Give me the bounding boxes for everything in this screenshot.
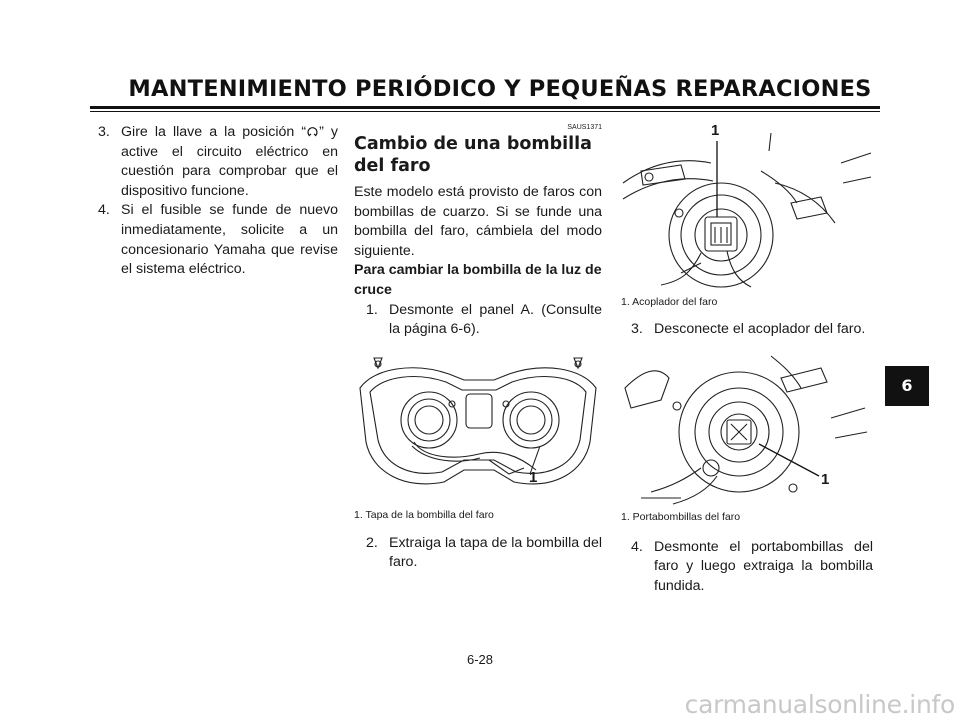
step-3-text: Desconecte el acoplador del faro. <box>654 321 866 337</box>
subsection-title: Para cambiar la bombilla de la luz de cruce <box>354 262 602 298</box>
step-3-text-b: ” y active el circuito eléctrico en cuestión para comprobar que el dispositivo funcione. <box>121 124 338 199</box>
headlight-assembly-illustration <box>354 350 602 500</box>
step-4 <box>98 201 338 279</box>
figure-caption: 1. Portabombillas del faro <box>621 510 741 523</box>
headlight-coupler-figure <box>621 123 873 291</box>
column-middle <box>354 123 602 573</box>
step-2 <box>366 534 602 573</box>
headlight-assembly-figure <box>354 350 602 500</box>
headlight-coupler-illustration <box>621 123 873 291</box>
header-rule <box>90 106 880 109</box>
chapter-tab: 6 <box>885 366 929 406</box>
parking-position-icon <box>306 124 319 136</box>
figure-callout-1: 1 <box>711 122 720 139</box>
step-3 <box>98 123 338 201</box>
column-left <box>98 123 338 280</box>
section-code: SAUS1371 <box>567 124 602 131</box>
step-4 <box>631 538 873 597</box>
step-number: 2. <box>366 534 378 551</box>
figure-callout-1: 1 <box>529 468 538 486</box>
header-rule-thin <box>90 111 880 112</box>
figure-callout-1: 1 <box>821 470 830 488</box>
intro-paragraph: Este modelo está provisto de faros con bombillas de cuarzo. Si se funde una bombilla del faro, cámbiela del modo siguiente. <box>354 184 602 259</box>
step-number: 3. <box>98 124 110 140</box>
step-3-text-a: Gire la llave a la posición “ <box>121 124 307 140</box>
column-right <box>621 123 873 596</box>
step-number: 4. <box>98 202 110 219</box>
step-number: 1. <box>366 301 378 318</box>
step-number: 4. <box>631 538 643 555</box>
step-1 <box>366 301 602 340</box>
page-title: MANTENIMIENTO PERIÓDICO Y PEQUEÑAS REPARACIONES <box>128 76 872 102</box>
bulb-holder-illustration <box>621 348 873 508</box>
figure-caption: 1. Acoplador del faro <box>621 296 718 308</box>
step-3 <box>631 320 873 340</box>
step-number: 3. <box>631 321 643 337</box>
step-4-text: Desmonte el portabombillas del faro y luego extraiga la bombilla fundida. <box>654 538 873 594</box>
watermark: carmanualsonline.info <box>684 690 955 719</box>
figure-caption: 1. Tapa de la bombilla del faro <box>354 508 494 521</box>
step-2-text: Extraiga la tapa de la bombilla del faro. <box>389 534 602 571</box>
step-1-text: Desmonte el panel A. (Consulte la página 6-6). <box>389 301 602 338</box>
bulb-holder-figure <box>621 348 873 508</box>
section-title: Cambio de una bombilla del faro <box>354 134 592 176</box>
page-number: 6-28 <box>466 652 494 667</box>
step-4-text: Si el fusible se funde de nuevo inmediatamente, solicite a un concesionario Yamaha que revise el sistema eléctrico. <box>121 202 338 278</box>
